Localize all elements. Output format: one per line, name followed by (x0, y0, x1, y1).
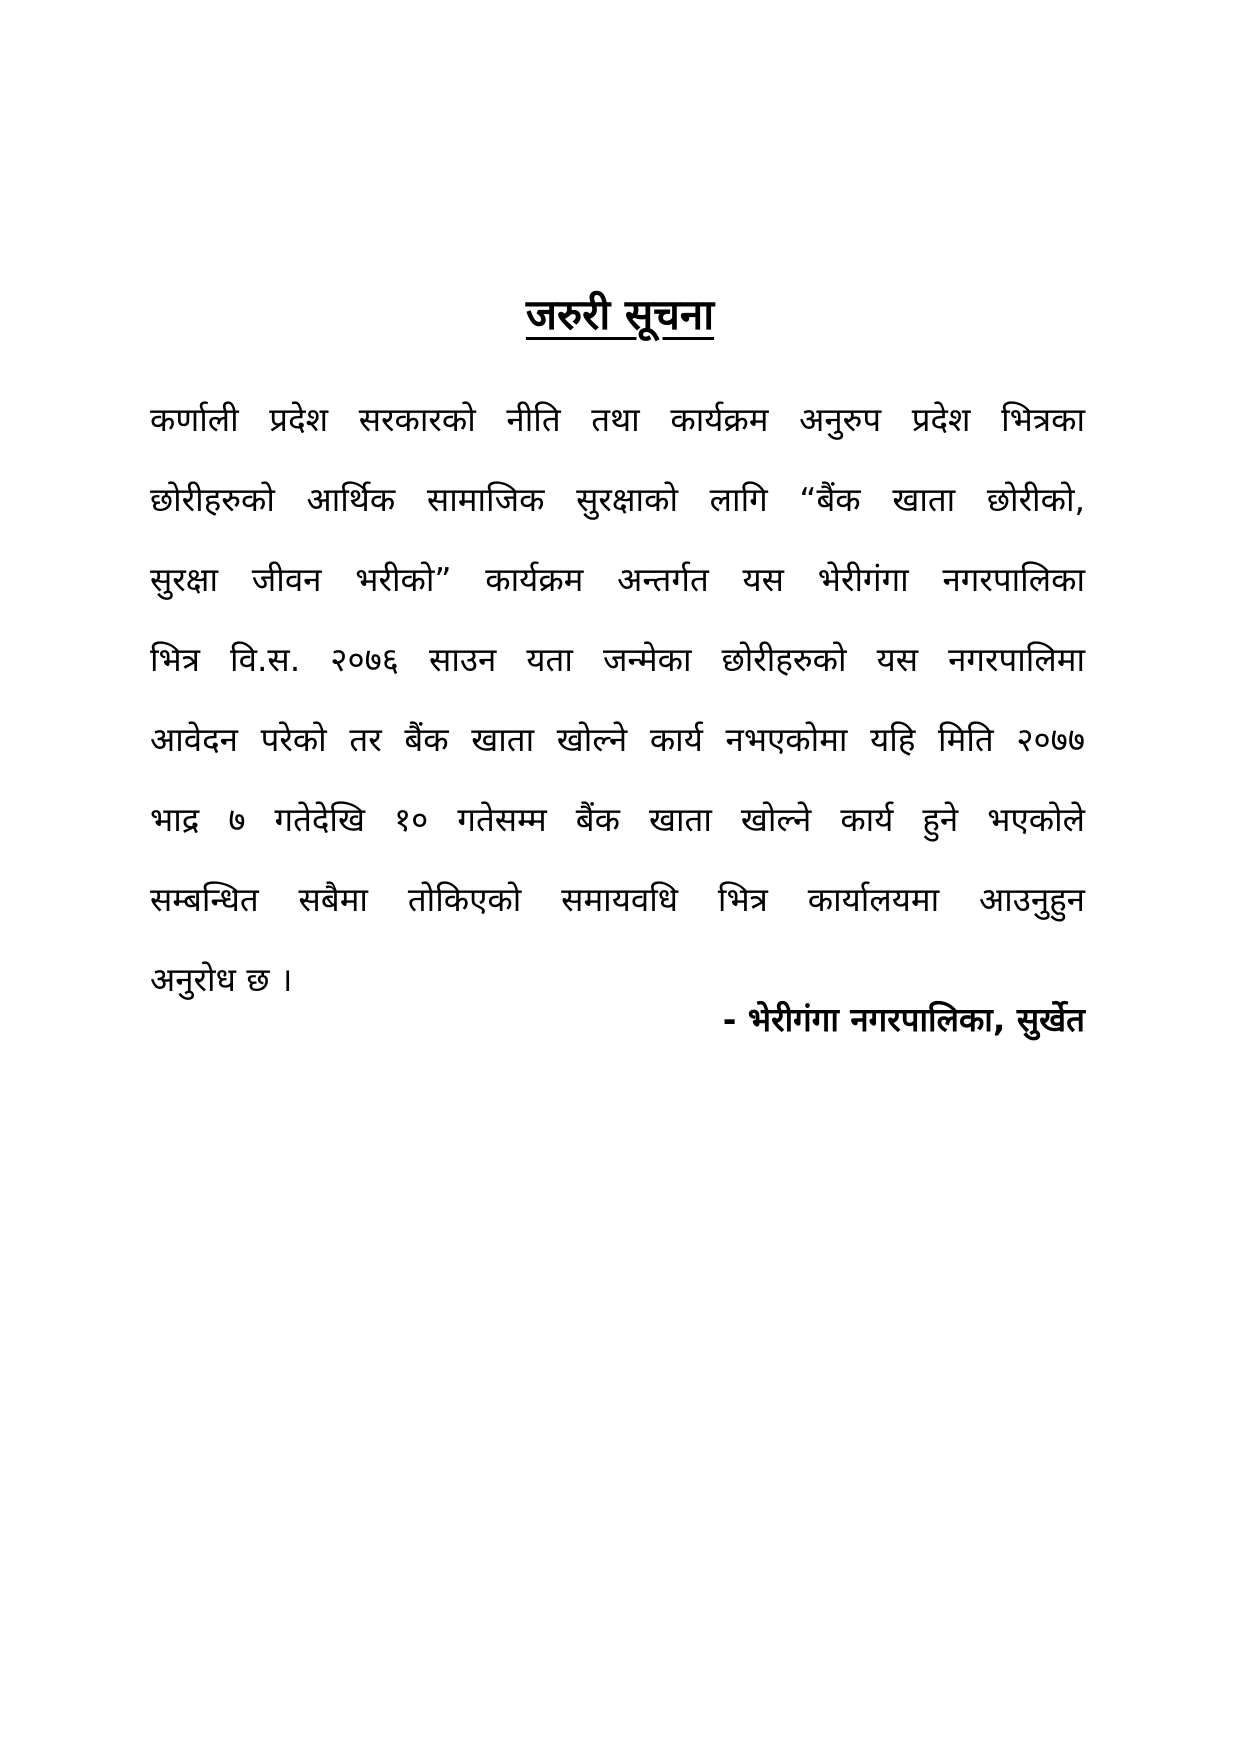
notice-body-line: भाद्र ७ गतेदेखि १० गतेसम्म बैंक खाता खोल्ने कार्य हुने भएकोले (150, 800, 1085, 839)
notice-body-line: कर्णाली प्रदेश सरकारको नीति तथा कार्यक्रम अनुरुप प्रदेश भित्रका (150, 400, 1085, 439)
notice-signature: - भेरीगंगा नगरपालिका, सुर्खेत (722, 1000, 1085, 1039)
notice-body-line: भित्र वि.स. २०७६ साउन यता जन्मेका छोरीहरुको यस नगरपालिमा (150, 640, 1085, 679)
notice-body (150, 380, 1085, 1020)
notice-body-line: अनुरोध छ । (150, 960, 293, 999)
notice-title-text: जरुरी सूचना (525, 290, 715, 339)
notice-body-line: सम्बन्धित सबैमा तोकिएको समायवधि भित्र कार्यालयमा आउनुहुन (150, 880, 1085, 919)
notice-body-line: सुरक्षा जीवन भरीको” कार्यक्रम अन्तर्गत यस भेरीगंगा नगरपालिका (150, 560, 1085, 599)
notice-body-line: छोरीहरुको आर्थिक सामाजिक सुरक्षाको लागि “बैंक खाता छोरीको, (150, 480, 1085, 519)
notice-body-line: आवेदन परेको तर बैंक खाता खोल्ने कार्य नभएकोमा यहि मिति २०७७ (150, 720, 1085, 759)
notice-title (0, 285, 1240, 345)
